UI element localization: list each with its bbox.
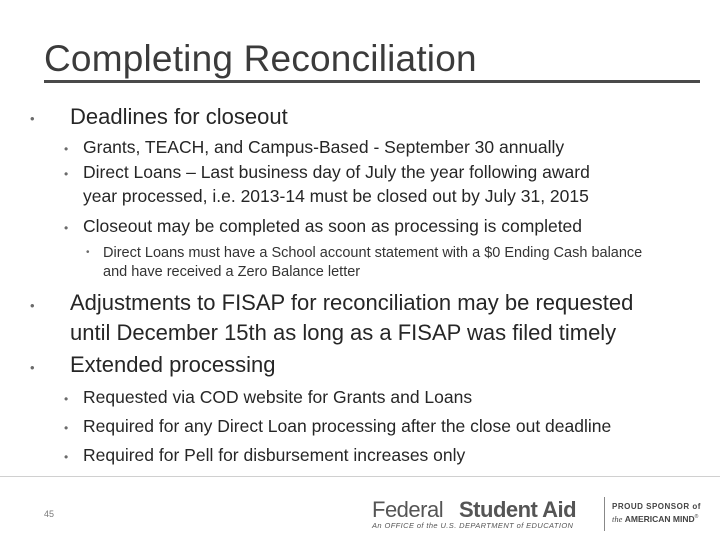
bullet-extended-heading: Extended processing bbox=[70, 352, 276, 377]
subitem-direct-loans-requirement-line2: and have received a Zero Balance letter bbox=[103, 264, 361, 280]
bullet-icon: • bbox=[64, 421, 69, 435]
footer-divider bbox=[0, 476, 720, 477]
registered-mark: ® bbox=[694, 514, 699, 521]
logo-divider bbox=[604, 497, 605, 531]
bullet-icon: • bbox=[30, 360, 35, 375]
logo-federal-text: Federal bbox=[372, 497, 444, 522]
sponsor-american-mind: AMERICAN MIND bbox=[624, 514, 695, 524]
sponsor-tagline bbox=[612, 502, 701, 524]
bullet-adjustments-line1: Adjustments to FISAP for reconciliation may be requested bbox=[70, 290, 634, 315]
bullet-icon: • bbox=[64, 142, 69, 156]
item-extended-cod: Requested via COD website for Grants and Loans bbox=[83, 387, 473, 407]
bullet-icon: • bbox=[64, 450, 69, 464]
item-direct-loans-deadline-line1: Direct Loans – Last business day of July the year following award bbox=[83, 162, 590, 182]
bullet-icon: • bbox=[64, 167, 69, 181]
title-underline bbox=[44, 80, 700, 83]
item-closeout-timing: Closeout may be completed as soon as processing is completed bbox=[83, 216, 583, 236]
page-number: 45 bbox=[44, 509, 55, 519]
subitem-direct-loans-requirement-line1: Direct Loans must have a School account statement with a $0 Ending Cash balance bbox=[103, 245, 643, 261]
bullet-adjustments-line2: until December 15th as long as a FISAP was filed timely bbox=[70, 320, 617, 345]
sponsor-the: the bbox=[612, 514, 623, 524]
bullet-icon: • bbox=[30, 298, 35, 313]
logo-subtitle: An OFFICE of the U.S. DEPARTMENT of EDUCATION bbox=[372, 521, 574, 530]
slide-title: Completing Reconciliation bbox=[44, 38, 477, 79]
bullet-icon: • bbox=[30, 111, 35, 126]
item-extended-direct-loan: Required for any Direct Loan processing after the close out deadline bbox=[83, 416, 612, 436]
sponsor-line-1: PROUD SPONSOR of bbox=[612, 502, 701, 511]
bullet-icon: • bbox=[86, 247, 90, 258]
item-extended-pell: Required for Pell for disbursement increases only bbox=[83, 445, 466, 465]
bullet-icon: • bbox=[64, 221, 69, 235]
logo-student-aid-text: Student Aid bbox=[459, 497, 577, 522]
bullet-deadlines-heading: Deadlines for closeout bbox=[70, 104, 288, 129]
item-grants-deadline: Grants, TEACH, and Campus-Based - September 30 annually bbox=[83, 137, 565, 157]
item-direct-loans-deadline-line2: year processed, i.e. 2013-14 must be closed out by July 31, 2015 bbox=[83, 186, 589, 206]
bullet-icon: • bbox=[64, 392, 69, 406]
sponsor-line-2 bbox=[612, 514, 701, 524]
